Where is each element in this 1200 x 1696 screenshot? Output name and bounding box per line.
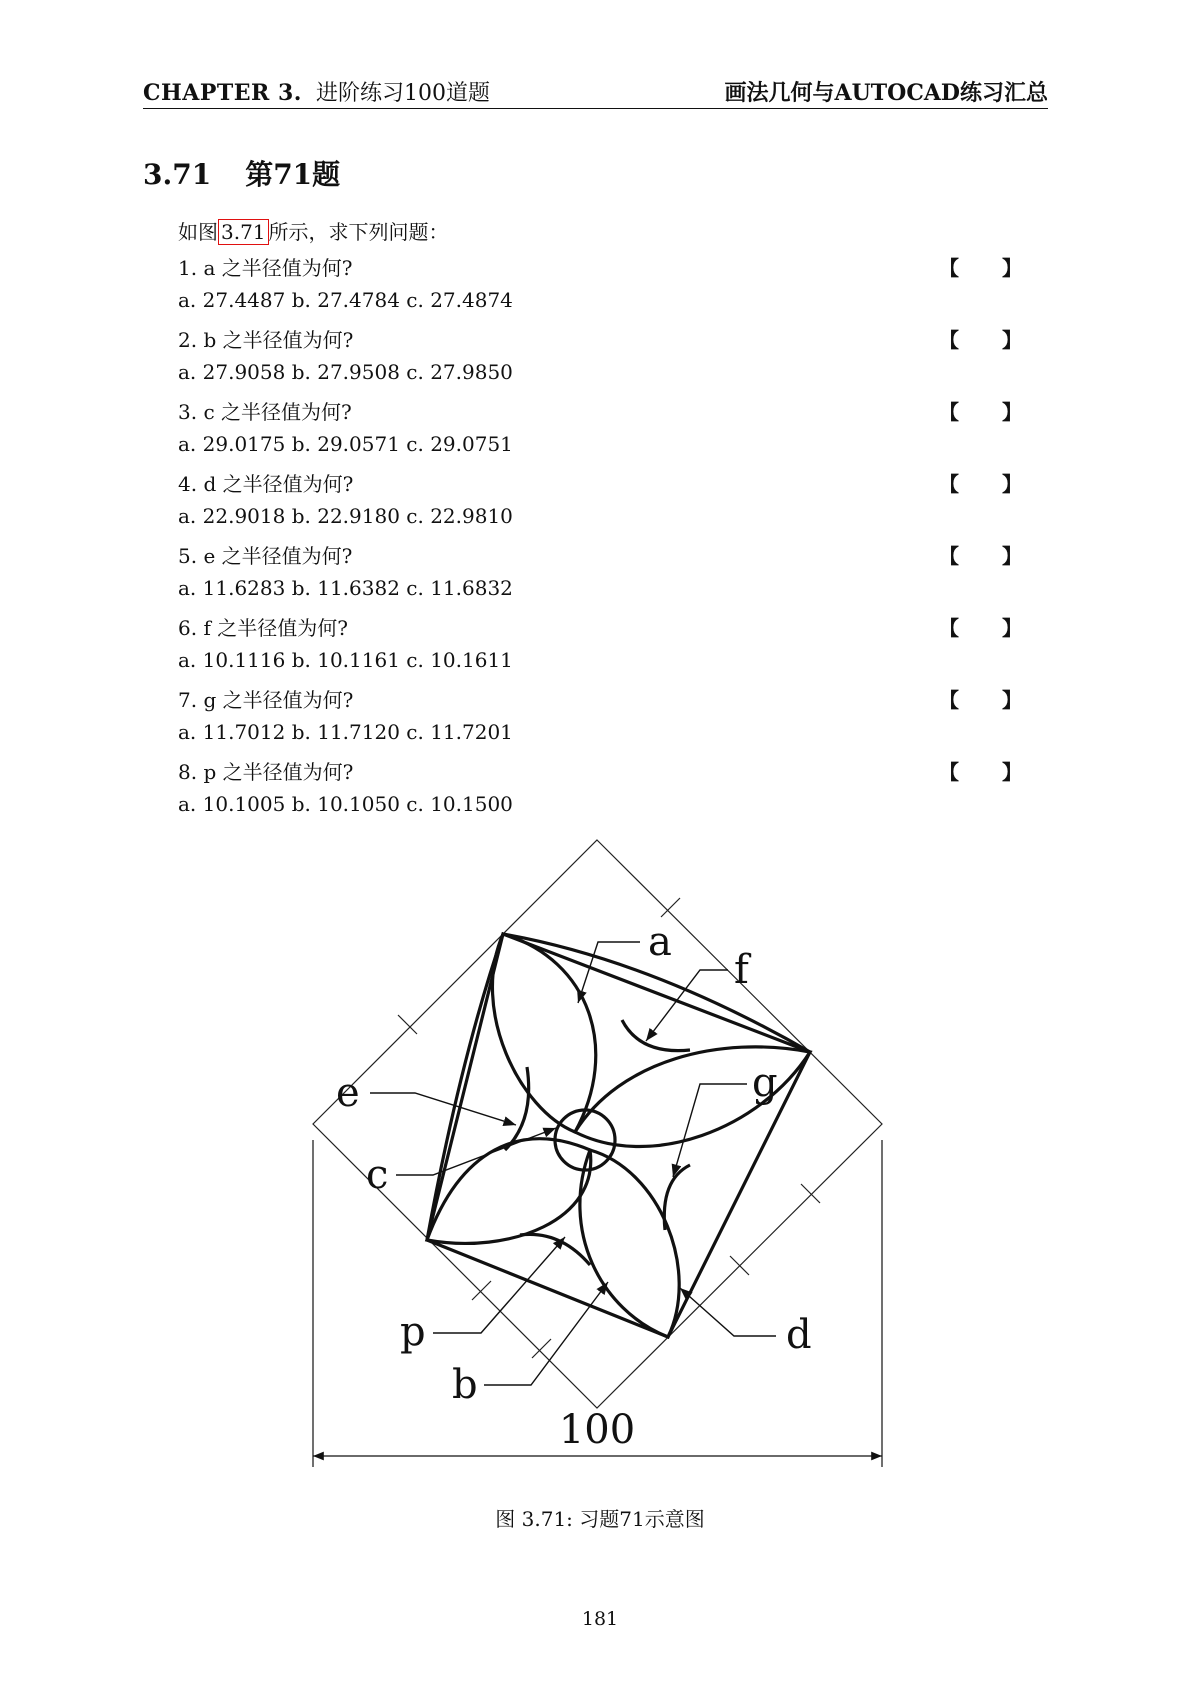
options-6: a. 10.1116 b. 10.1161 c. 10.1611 <box>178 648 513 672</box>
question-text: 5. e 之半径值为何? <box>178 544 353 568</box>
chapter-title: 进阶练习100道题 <box>315 81 490 106</box>
question-8 <box>178 756 1048 784</box>
fillet-g <box>664 1165 690 1230</box>
question-1 <box>178 252 1048 280</box>
question-text: 3. c 之半径值为何? <box>178 400 352 424</box>
leader-g <box>673 1084 747 1177</box>
petal-bottom-left <box>427 1139 591 1244</box>
question-text: 2. b 之半径值为何? <box>178 328 354 352</box>
answer-bracket: 【 】 <box>939 400 1040 424</box>
figure-reference-link[interactable]: 3.71 <box>218 219 269 245</box>
question-text: 6. f 之半径值为何? <box>178 616 348 640</box>
leader-lines <box>370 942 776 1385</box>
options-1: a. 27.4487 b. 27.4784 c. 27.4874 <box>178 288 513 312</box>
options-8: a. 10.1005 b. 10.1050 c. 10.1500 <box>178 792 513 816</box>
figure-labels <box>336 919 812 1408</box>
answer-bracket: 【 】 <box>939 616 1040 640</box>
leader-d <box>680 1288 776 1336</box>
answer-bracket: 【 】 <box>939 328 1040 352</box>
question-text: 8. p 之半径值为何? <box>178 760 354 784</box>
figure-drawing <box>0 820 1200 1480</box>
section-title: 第71题 <box>245 158 341 191</box>
question-text: 4. d 之半径值为何? <box>178 472 354 496</box>
header-chapter <box>143 76 490 107</box>
leader-e <box>370 1093 516 1125</box>
leader-b <box>484 1282 608 1385</box>
label-a: a <box>648 919 672 965</box>
section-heading <box>143 153 340 193</box>
page-number: 181 <box>581 1608 619 1630</box>
answer-bracket: 【 】 <box>939 760 1040 784</box>
dimension-label: 100 <box>558 1407 636 1453</box>
chapter-number: CHAPTER 3. <box>143 80 302 106</box>
intro-suffix: 所示，求下列问题： <box>268 220 449 244</box>
question-text: 7. g 之半径值为何? <box>178 688 354 712</box>
leader-a <box>578 942 640 1003</box>
label-f: f <box>734 947 749 993</box>
leader-c <box>396 1128 556 1175</box>
intro-prefix: 如图 <box>178 220 218 244</box>
label-c: c <box>366 1152 389 1198</box>
label-e: e <box>336 1070 360 1116</box>
options-2: a. 27.9058 b. 27.9508 c. 27.9850 <box>178 360 513 384</box>
label-p: p <box>400 1309 426 1355</box>
label-g: g <box>752 1060 778 1106</box>
section-number: 3.71 <box>143 158 212 191</box>
options-4: a. 22.9018 b. 22.9180 c. 22.9810 <box>178 504 513 528</box>
question-4 <box>178 468 1048 496</box>
options-5: a. 11.6283 b. 11.6382 c. 11.6832 <box>178 576 513 600</box>
geometry-figure <box>0 820 1200 1480</box>
fillet-e <box>505 1067 529 1150</box>
answer-bracket: 【 】 <box>939 472 1040 496</box>
fillet-p <box>520 1234 590 1265</box>
question-text: 1. a 之半径值为何? <box>178 256 353 280</box>
tick-marks <box>398 898 820 1358</box>
answer-bracket: 【 】 <box>939 256 1040 280</box>
question-7 <box>178 684 1048 712</box>
answer-bracket: 【 】 <box>939 688 1040 712</box>
book-title: 画法几何与AUTOCAD练习汇总 <box>724 80 1048 106</box>
intro-text <box>178 216 449 245</box>
options-7: a. 11.7012 b. 11.7120 c. 11.7201 <box>178 720 513 744</box>
question-3 <box>178 396 1048 424</box>
question-2 <box>178 324 1048 352</box>
label-d: d <box>786 1312 812 1358</box>
options-3: a. 29.0175 b. 29.0571 c. 29.0751 <box>178 432 513 456</box>
answer-bracket: 【 】 <box>939 544 1040 568</box>
figure-caption: 图 3.71: 习题71示意图 <box>495 1507 705 1531</box>
question-6 <box>178 612 1048 640</box>
page-header <box>143 74 1048 109</box>
question-5 <box>178 540 1048 568</box>
label-b: b <box>452 1362 478 1408</box>
fillet-f <box>622 1020 690 1051</box>
